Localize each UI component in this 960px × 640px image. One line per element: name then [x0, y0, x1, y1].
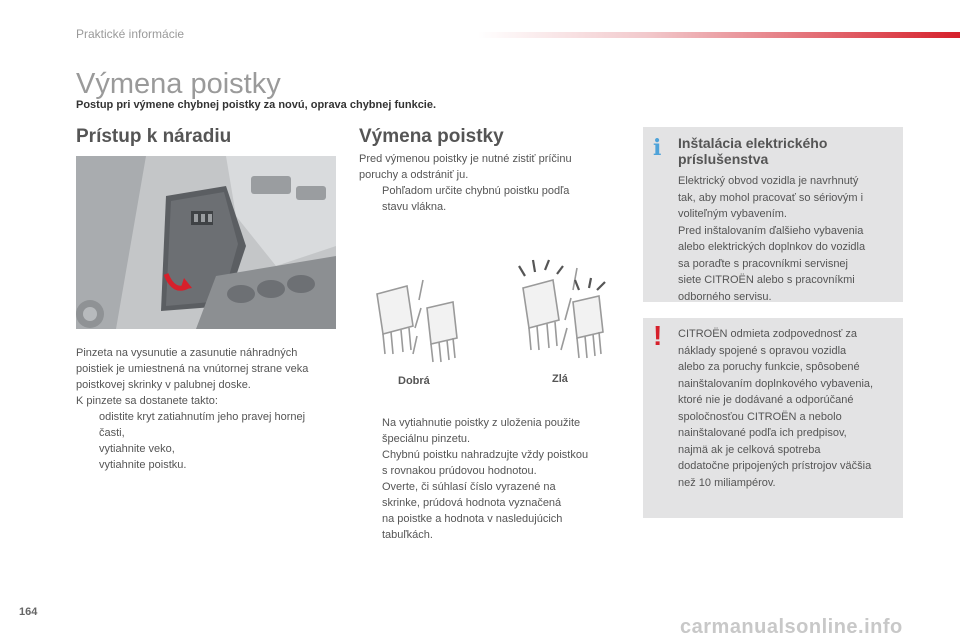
info-box-text: Elektrický obvod vozidla je navrhnutý tak, aby mohol pracovať so sériovým i voliteľným vybavením. Pred inštalovaním ďalšieho vybavenia alebo elektrických doplnkov do vozidla sa poraďte s pracovníkmi servisnej siete CITROËN alebo s pracovníkmi odborného servisu.	[678, 175, 866, 303]
fuse-box-photo	[76, 156, 336, 329]
caption-bad-fuse: Zlá	[552, 373, 568, 385]
text-line: poruchy a odstrániť ju.	[359, 169, 469, 181]
info-box-heading: Inštalácia elektrického príslušenstva	[678, 135, 828, 167]
info-box-accessories	[643, 127, 903, 302]
text-line: Pred výmenou poistky je nutné zistiť príčinu	[359, 153, 572, 165]
heading-access-tools: Prístup k náradiu	[76, 126, 232, 147]
caption-good-fuse: Dobrá	[398, 375, 430, 387]
list-item: Na vytiahnutie poistky z uloženia použite špeciálnu pinzetu.	[382, 417, 581, 445]
page-subtitle: Postup pri výmene chybnej poistky za novú, oprava chybnej funkcie.	[76, 99, 437, 111]
list-item: vytiahnite veko,	[99, 443, 175, 455]
list-item: Overte, či súhlasí číslo vyrazené na skrinke, prúdová hodnota vyznačená na poistke a hodnota v nasledujúcich tabuľkách.	[382, 481, 563, 541]
fuse-replacement-steps	[359, 415, 629, 543]
text-line: poistkovej skrinky v palubnej doske.	[76, 379, 251, 391]
text-line: K pinzete sa dostanete takto:	[76, 395, 218, 407]
list-item: Pohľadom určite chybnú poistku podľa stavu vlákna.	[382, 185, 570, 213]
heading-fuse-replacement: Výmena poistky	[359, 126, 504, 147]
replacement-steps-list	[359, 415, 629, 543]
list-item: Chybnú poistku nahradzujte vždy poistkou s rovnakou prúdovou hodnotou.	[382, 449, 589, 477]
text-line: Pinzeta na vysunutie a zasunutie náhradných	[76, 347, 298, 359]
page-number: 164	[19, 606, 38, 618]
list-item: odistite kryt zatiahnutím jeho pravej hornej časti,	[99, 411, 306, 439]
fuse-illustration	[365, 258, 625, 368]
running-header: Praktické informácie	[76, 27, 185, 41]
warning-icon: !	[653, 320, 663, 351]
fuse-box-illustration	[76, 156, 336, 329]
list-item: vytiahnite poistku.	[99, 459, 187, 471]
text-line: poistiek je umiestnená na vnútornej strane veka	[76, 363, 309, 375]
access-tools-text	[76, 345, 341, 473]
warning-box-liability	[643, 318, 903, 518]
fuse-intro-text	[359, 151, 624, 215]
access-steps-list	[76, 409, 341, 473]
fuse-check-list	[359, 183, 624, 215]
info-icon: i	[653, 135, 662, 161]
watermark-text: carmanualsonline.info	[680, 616, 903, 638]
header-accent-bar	[478, 32, 960, 38]
page-title: Výmena poistky	[76, 68, 281, 100]
warning-box-text: CITROËN odmieta zodpovednosť za náklady spojené s opravou vozidla alebo za poruchy funkcie, spôsobené nainštalovaním doplnkového vybavenia, ktoré nie je dodávané a odporúčané spoločnosťou CITROËN a nebolo nainštalované podľa ich predpisov, najmä ak je celková spotreba dodatočne pripojených prístrojov väčšia než 10 miliampérov.	[678, 328, 874, 489]
